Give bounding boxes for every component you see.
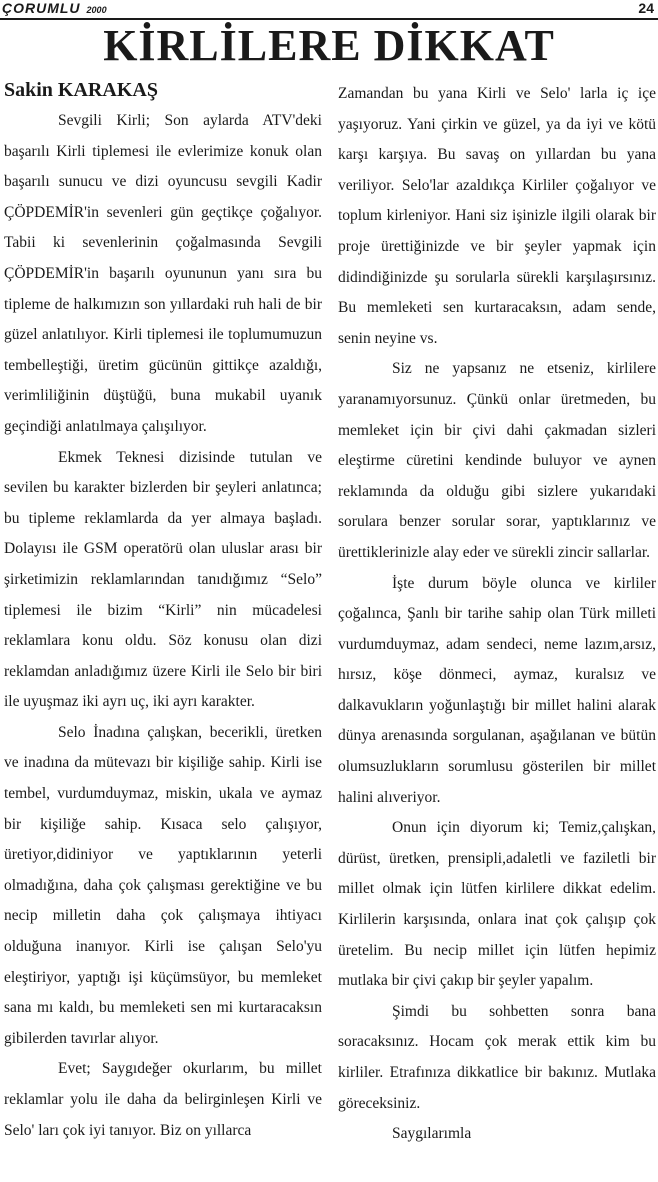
left-column — [4, 76, 322, 1146]
article-paragraph: Şimdi bu sohbetten sonra bana soracaksınız. Hocam çok merak ettik kim bu kirliler. Etrafınıza dikkatlice bir bakınız. Mutlaka göreceksiniz. — [338, 1002, 656, 1112]
article-paragraph: Onun için diyorum ki; Temiz,çalışkan, dürüst, üretken, prensipli,adaletli ve faziletli bir millet olmak için lütfen kirlilere dikkat edelim. Kirlilerin karşısında, onlara inat çok çalışıp çok üretelim. Bu necip millet için lütfen hepimiz mutlaka bir çivi çakıp bir şeyler yapalım. — [338, 819, 656, 990]
article-paragraph: Zamandan bu yana Kirli ve Selo' larla iç içe yaşıyoruz. Yani çirkin ve güzel, ya da iyi ve kötü karşı karşıya. Bu savaş on yıllardan bu yana veriliyor. Selo'lar azaldıkça Kirliler çoğalıyor ve toplum kirleniyor. Hani siz işinizle ilgili olarak bir proje ürettiğinizde ve bir şeyler yapmak için didindiğinizde şu sorularla sürekli karşılaşırsınız. Bu memleketi sen kurtaracaksın, adam sende, senin neyine vs. — [338, 85, 656, 347]
article-paragraph: Sevgili Kirli; Son aylarda ATV'deki başarılı Kirli tiplemesi ile evlerimize konuk olan başarılı sunucu ve dizi oyuncusu sevgili Kadir ÇÖPDEMİR'in sevenleri gün geçtikçe çoğalıyor. Tabii ki sevenlerinin çoğalmasında Sevgili ÇÖPDEMİR'in başarılı oyununun yanı sıra bu tipleme de halkımızın son yıllardaki ruh hali de bir güzel anlatılıyor. Kirli tiplemesi ile toplumumuzun tembelleştiği, üretim gücünün gittikçe azaldığı, verimliliğinin düştüğü, buna mukabil uyanık geçindiği anlatılmaya çalışılıyor. — [4, 112, 322, 435]
page-number: 24 — [638, 0, 654, 16]
article-paragraph: Siz ne yapsanız ne etseniz, kirlilere yaranamıyorsunuz. Çünkü onlar üretmeden, bu memleket için bir çivi dahi çakmadan sizleri eleştirme cüretini kendinde buluyor ve aynen reklamında da olduğu gibi sizlere yukarıdaki sorulara benzer sorular sorar, yaptıklarınız ve ürettiklerinizle alay eder ve sürekli zincir sallarlar. — [338, 360, 656, 561]
signoff: Saygılarımla — [392, 1125, 472, 1143]
article-paragraph: Evet; Saygıdeğer okurlarım, bu millet reklamlar yolu ile daha da belirginleşen Kirli ve Selo' ları çok iyi tanıyor. Biz on yıllarca — [4, 1060, 322, 1139]
magazine-year: 2000 — [86, 5, 107, 15]
article-paragraph: Ekmek Teknesi dizisinde tutulan ve sevilen bu karakter bizlerden bir şeyleri anlatınca; bu tipleme reklamlarda da yer almaya başladı. Dolayısı ile GSM operatörü olan uluslar arası bir şirketimizin reklamlarından tanıdığımız “Selo” tiplemesi ile bizim “Kirli” nin mücadelesi reklamlara konu oldu. Söz konusu olan dizi reklamdan anladığımız üzere Kirli ile Selo bir biri ile uyuşmaz iki ayrı uç, iki ayrı karakter. — [4, 448, 322, 711]
article-title: KİRLİLERE DİKKAT — [103, 21, 555, 70]
right-column — [338, 79, 656, 1150]
author-name: Sakin KARAKAŞ — [4, 79, 158, 101]
article-paragraph: Selo İnadına çalışkan, becerikli, üretken ve inadına da mütevazı bir kişiliğe sahip. Kirli ise tembel, vurdumduymaz, miskin, ukala ve aymaz bir kişiliğe sahip. Kısaca selo çalışıyor, üretiyor,didiniyor ve yaptıklarının yeterli olmadığına, daha çok çalışması gerektiğine ve bu necip milletin daha çok çalışmaya ihtiyacı olduğuna inanıyor. Kirli ise çalışan Selo'yu eleştiriyor, yaptığı işi küçümsüyor, bu memleket sana mı kaldı, bu memleketi sen mi kurtaracaksın gibilerden tavırlar alıyor. — [4, 723, 322, 1047]
magazine-name — [2, 0, 107, 16]
magazine-title: ÇORUMLU — [2, 0, 81, 16]
article-paragraph: İşte durum böyle olunca ve kirliler çoğalınca, Şanlı bir tarihe sahip olan Türk milleti vurdumduymaz, adam sendeci, neme lazım,arsız, hırsız, köşe dönmeci, aymaz, kuralsız ve dalkavukların yoğunlaştığı bir millet halini alarak dünya arenasında sorgulanan, aşağılanan ve bütün olumsuzlukların sorumlusu gösterilen bir millet halini alıveriyor. — [338, 574, 656, 806]
